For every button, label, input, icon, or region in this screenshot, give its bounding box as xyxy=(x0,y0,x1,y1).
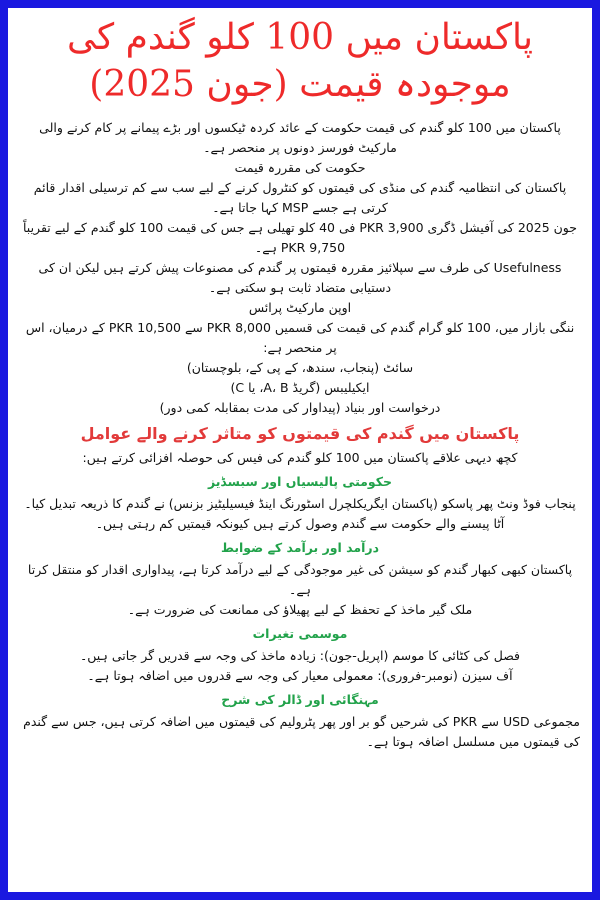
list-item: سائٹ (پنجاب، سندھ، کے پی کے، بلوچستان) xyxy=(186,360,414,375)
list-item: فصل کی کٹائی کا موسم (اپریل-جون): زیادہ ماخذ کی وجہ سے قدریں گر جاتی ہیں۔ xyxy=(79,648,521,663)
usefulness-paragraph: Usefulness کی طرف سے سپلائیز مقررہ قیمتوں پر گندم کی مصنوعات پیش کرتے ہیں لیکن ان کی دستیابی متضاد ثابت ہو سکتی ہے۔ xyxy=(38,260,562,295)
list-item: ملک گیر ماخذ کے تحفظ کے لیے پھیلاؤ کی ممانعت کی ضرورت ہے۔ xyxy=(127,602,473,617)
policy-heading: حکومتی پالیسیاں اور سبسڈیز xyxy=(207,474,393,489)
gov-price-paragraph: پاکستان کی انتظامیہ گندم کی منڈی کی قیمتوں کو کنٹرول کرنے کے لیے سب سے کم ترسیلی اقدار قائم کرتی ہے جسے MSP کہا جاتا ہے۔ xyxy=(33,180,567,215)
trade-heading: درآمد اور برآمد کے ضوابط xyxy=(220,540,380,555)
page-title: پاکستان میں 100 کلو گندم کی موجودہ قیمت (جون 2025) xyxy=(67,17,533,105)
intro-paragraph: پاکستان میں 100 کلو گندم کی قیمت حکومت کے عائد کردہ ٹیکسوں اور بڑے پیمانے پر کام کرنے والی مارکیٹ فورسز دونوں پر منحصر ہے۔ xyxy=(39,120,561,155)
seasonal-heading: موسمی تغیرات xyxy=(252,626,348,641)
list-item: آف سیزن (نومبر-فروری): معمولی معیار کی وجہ سے قدروں میں اضافہ ہوتا ہے۔ xyxy=(87,668,513,683)
list-item: درخواست اور بنیاد (پیداوار کی مدت بمقابلہ کمی دور) xyxy=(159,400,441,415)
factors-intro: کچھ دیہی علاقے پاکستان میں 100 کلو گندم کی فیس کی حوصلہ افزائی کرتے ہیں: xyxy=(82,450,518,465)
june-price-paragraph: جون 2025 کی آفیشل ڈگری PKR 3,900 فی 40 کلو تھیلی ہے جس کی قیمت 100 کلو گندم کے لیے تقریباً PKR 9,750 ہے۔ xyxy=(22,220,577,255)
gov-price-heading: حکومت کی مقررہ قیمت xyxy=(234,160,366,175)
list-item: پاکستان کبھی کبھار گندم کو سیشن کی غیر موجودگی کے لیے درآمد کرتا ہے، پیداواری اقدار کو منتقل کرتا ہے۔ xyxy=(27,562,573,597)
inflation-paragraph: مجموعی USD سے PKR کی شرحیں گو بر اور پھر پٹرولیم کی قیمتوں میں اضافہ کرتی ہیں، جس سے گندم کی قیمتوں میں مسلسل اضافہ ہوتا ہے۔ xyxy=(23,714,580,749)
article-body xyxy=(8,108,592,752)
article-card xyxy=(8,8,592,892)
open-market-heading: اوپن مارکیٹ پرائس xyxy=(248,300,352,315)
factors-heading: پاکستان میں گندم کی قیمتوں کو متاثر کرنے والے عوامل xyxy=(80,424,520,443)
list-item: پنجاب فوڈ ونٹ پھر پاسکو (پاکستان ایگریکلچرل اسٹورنگ اینڈ فیسیلیٹیز بزنس) نے گندم کا ذریعہ تبدیل کیا۔ xyxy=(24,496,576,511)
list-item: آٹا پیسنے والے حکومت سے گندم وصول کرتے ہیں کیونکہ قیمتیں کم رہتی ہیں۔ xyxy=(95,516,505,531)
list-item: ایکیلیبس (گریڈ A، B، یا C) xyxy=(230,380,370,395)
inflation-heading: مہنگائی اور ڈالر کی شرح xyxy=(221,692,379,707)
open-market-paragraph: ننگی بازار میں، 100 کلو گرام گندم کی قیمت کی قسمیں PKR 8,000 سے PKR 10,500 کے درمیان، اس پر منحصر ہے: xyxy=(25,320,575,355)
